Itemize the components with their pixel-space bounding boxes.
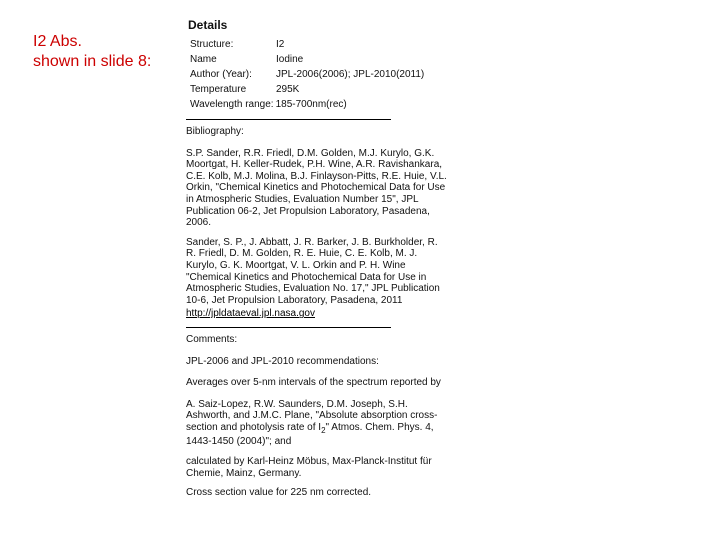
field-label: Author (Year): <box>190 68 252 80</box>
comment-recommendations: JPL-2006 and JPL-2010 recommendations: <box>186 355 379 367</box>
caption-line-2: shown in slide 8: <box>33 53 152 70</box>
field-value: I2 <box>276 38 285 50</box>
details-title: Details <box>188 18 228 32</box>
field-value: JPL-2006(2006); JPL-2010(2011) <box>276 68 425 80</box>
field-value: 185-700nm(rec) <box>275 98 347 110</box>
bibliography-entry-2: Sander, S. P., J. Abbatt, J. R. Barker, J. B. Burkholder, R. R. Friedl, D. M. Golden, R. E. Huie, C. E. Kolb, M. J. Kurylo, G. K. Moortgat, V. L. Orkin and P. H. Wine "Chemical Kinetics and Photochemical Data for Use in Atmospheric Studies, Evaluation No. 17," JPL Publication 10-6, Jet Propulsion Laboratory, Pasadena, 2011 <box>186 236 440 306</box>
bibliography-entry-1: S.P. Sander, R.R. Friedl, D.M. Golden, M.J. Kurylo, G.K. Moortgat, H. Keller-Rudek, P.H. Wine, A.R. Ravishankara, C.E. Kolb, M.J. Molina, B.J. Finlayson-Pitts, R.E. Huie, V.L. Orkin, "Chemical Kinetics and Photochemical Data for Use in Atmospheric Studies, Evaluation Number 15", JPL Publication 06-2, Jet Propulsion Laboratory, Pasadena, 2006. <box>186 147 447 229</box>
divider <box>186 119 391 120</box>
bibliography-label: Bibliography: <box>186 126 244 137</box>
footer-note: Cross section value for 225 nm corrected. <box>186 487 372 499</box>
field-value: 295K <box>276 83 300 95</box>
comment-averages: Averages over 5-nm intervals of the spectrum reported by <box>186 377 441 389</box>
field-row-temperature <box>186 82 448 97</box>
field-row-wavelength <box>186 97 448 112</box>
details-panel <box>186 18 448 507</box>
slide-caption <box>33 32 183 72</box>
caption-line-1: I2 Abs. <box>33 33 82 50</box>
comments-label: Comments: <box>186 333 238 345</box>
field-value: Iodine <box>276 53 304 65</box>
divider <box>186 327 391 328</box>
field-label: Wavelength range: <box>190 98 274 110</box>
reference-text-pre: A. Saiz-Lopez, R.W. Saunders, D.M. Joseph, S.H. Ashworth, and J.M.C. Plane, "Absolute absorption cross-section and photolysis rate of I <box>186 398 438 433</box>
reference-subscript: 2 <box>321 425 326 435</box>
calculation-note: calculated by Karl-Heinz Möbus, Max-Planck-Institut für Chemie, Mainz, Germany. <box>186 456 432 479</box>
field-label: Name <box>190 53 217 65</box>
field-label: Structure: <box>190 38 234 50</box>
field-row-name <box>186 52 448 67</box>
field-label: Temperature <box>190 83 247 95</box>
field-row-author <box>186 67 448 82</box>
field-row-structure <box>186 37 448 52</box>
reference-text-post: " Atmos. Chem. Phys. 4, 1443-1450 (2004)"; and <box>186 421 434 448</box>
reference-citation <box>186 399 448 448</box>
jpl-data-eval-link[interactable]: http://jpldataeval.jpl.nasa.gov <box>186 308 315 320</box>
